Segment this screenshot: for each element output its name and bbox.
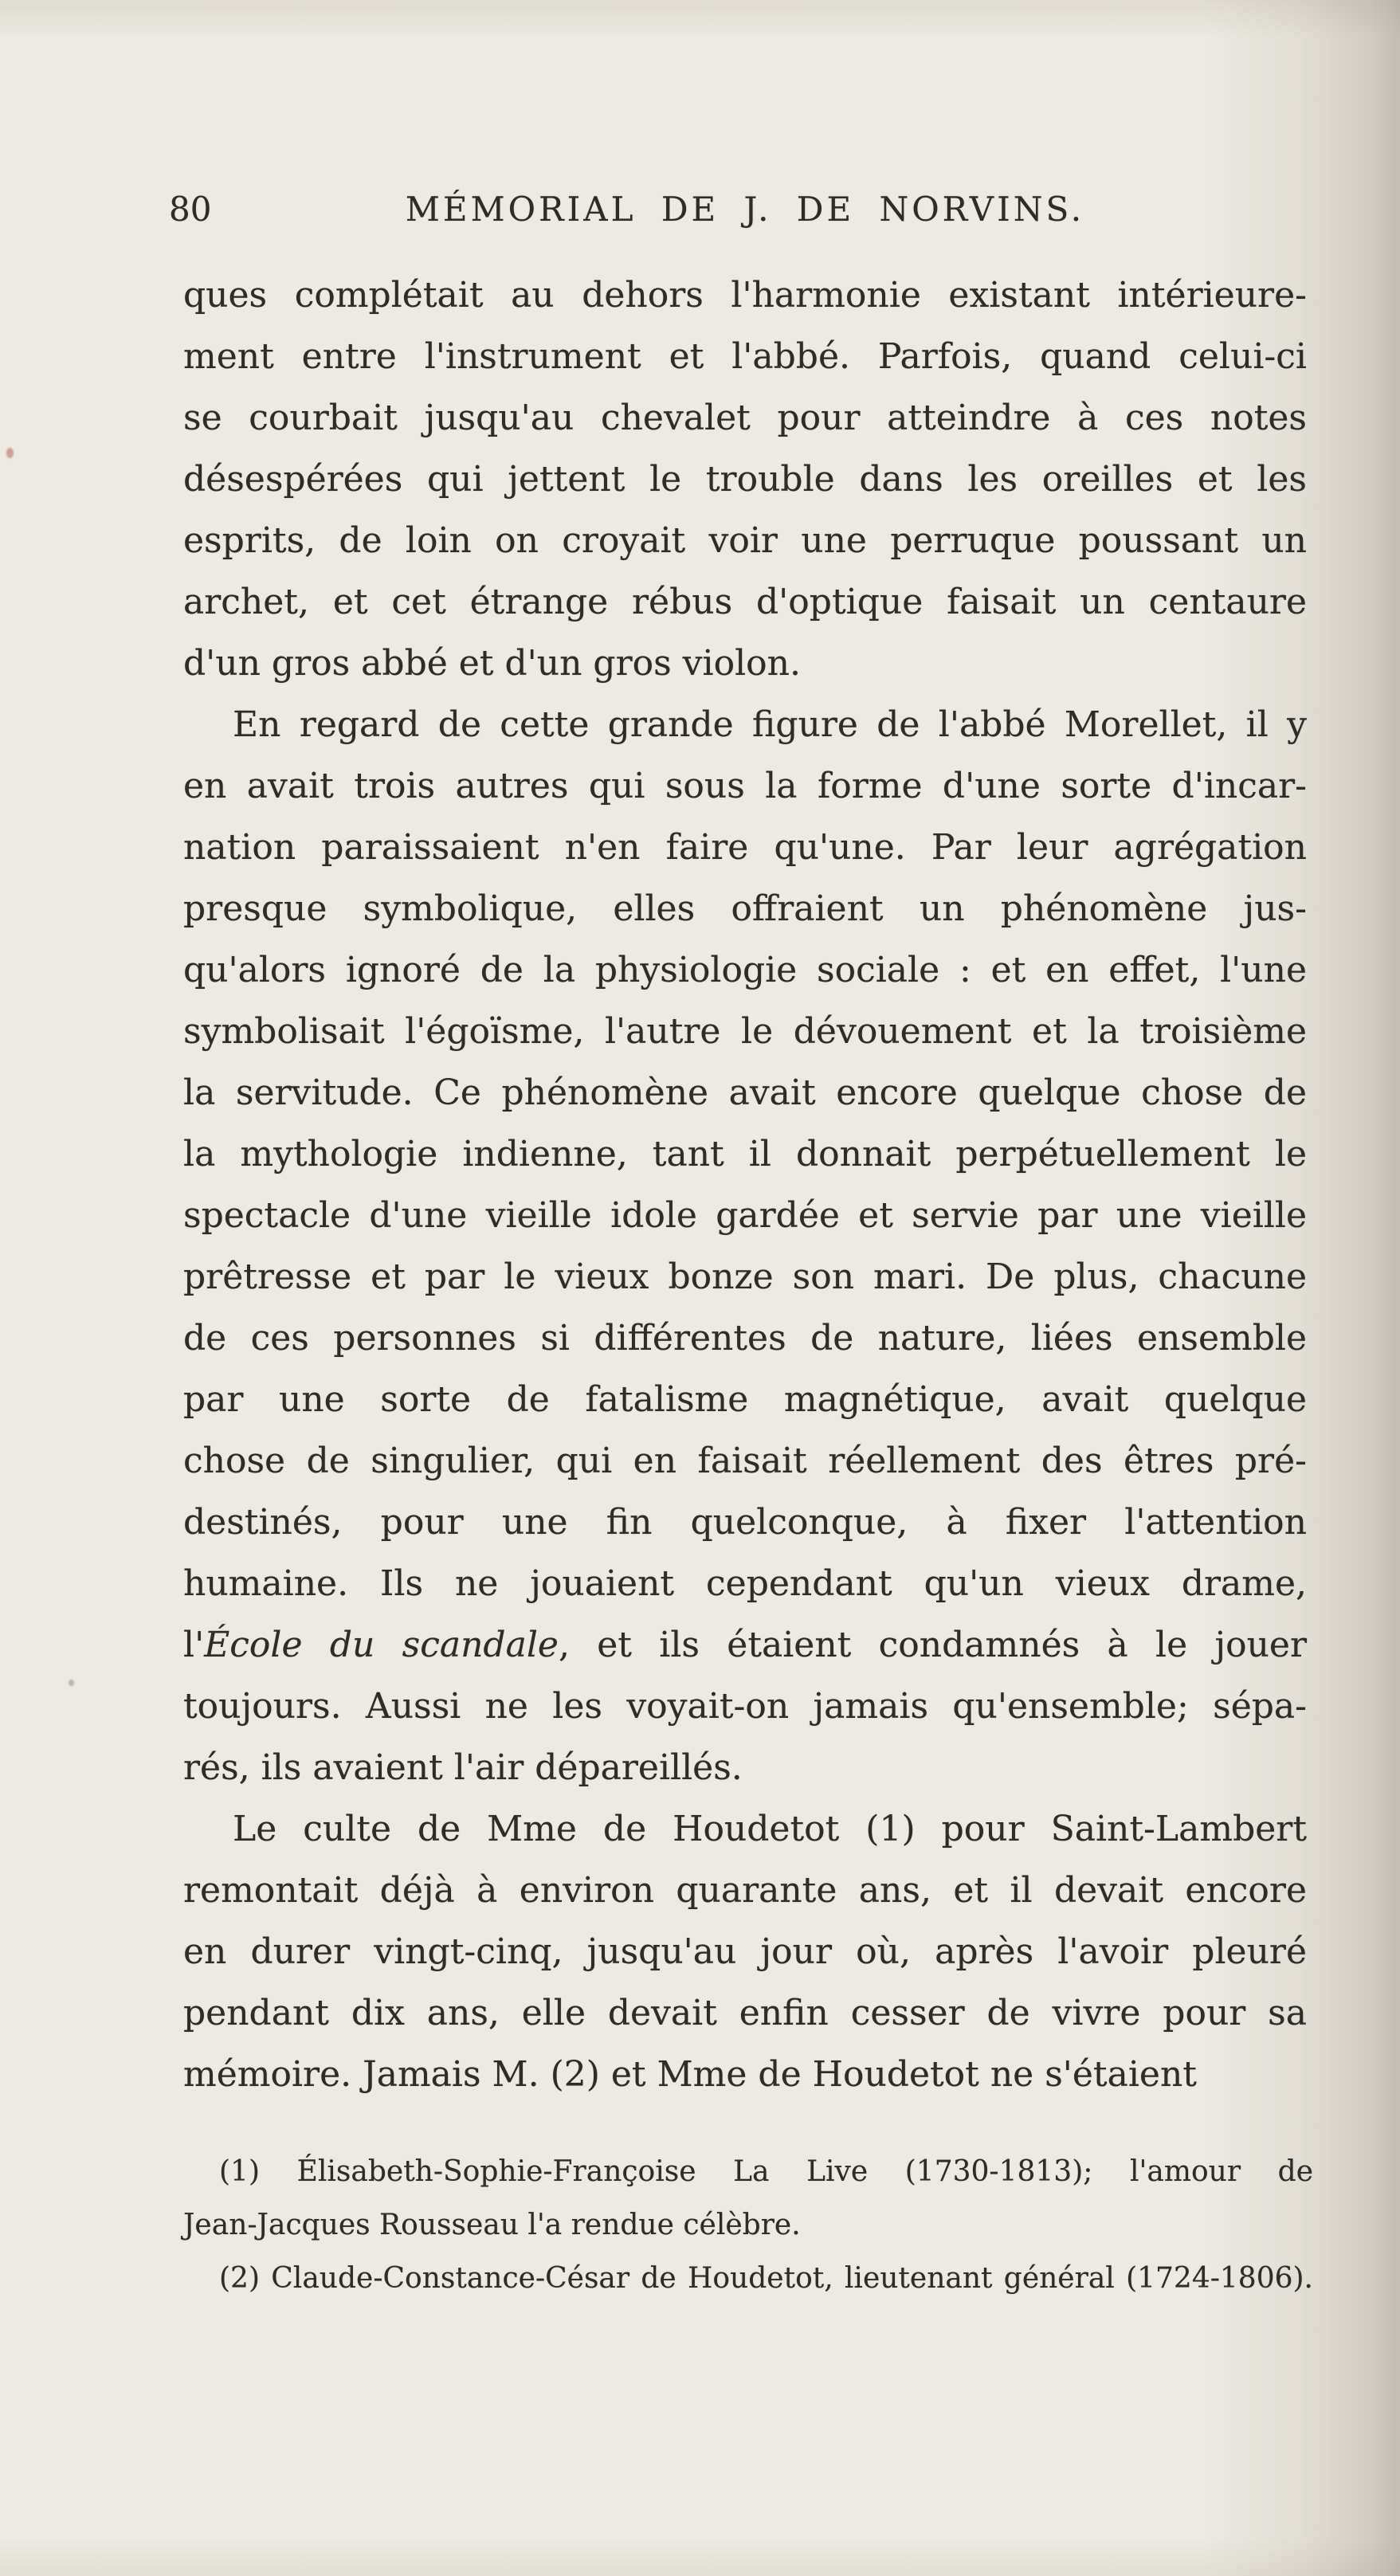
text-line: par une sorte de fatalisme magnétique, avait quelque bbox=[183, 1379, 1307, 1420]
text-line: de ces personnes si différentes de nature, liées ensemble bbox=[183, 1318, 1307, 1359]
text-line: destinés, pour une fin quelconque, à fixer l'attention bbox=[183, 1502, 1307, 1543]
text-line: humaine. Ils ne jouaient cependant qu'un vieux drame, bbox=[183, 1563, 1307, 1604]
scan-speck bbox=[69, 1680, 74, 1686]
italic-title: École du scandale bbox=[204, 1625, 559, 1665]
text-line: mémoire. Jamais M. (2) et Mme de Houdetot ne s'étaient bbox=[183, 2054, 1197, 2095]
text-line: En regard de cette grande figure de l'abbé Morellet, il y bbox=[233, 704, 1307, 745]
text-line: (2) Claude-Constance-César de Houdetot, lieutenant général (1724-1806). bbox=[219, 2262, 1313, 2295]
text-line: presque symbolique, elles offraient un phénomène jus- bbox=[183, 888, 1307, 929]
text-line: Le culte de Mme de Houdetot (1) pour Saint-Lambert bbox=[233, 1809, 1307, 1849]
text-line: toujours. Aussi ne les voyait-on jamais qu'ensemble; sépa- bbox=[183, 1686, 1307, 1727]
paragraph bbox=[183, 694, 1307, 1798]
text-line: d'un gros abbé et d'un gros violon. bbox=[183, 643, 801, 684]
text-line: symbolisait l'égoïsme, l'autre le dévouement et la troisième bbox=[183, 1011, 1307, 1052]
scan-speck bbox=[6, 448, 14, 458]
footnote bbox=[183, 2252, 1313, 2305]
text-line: (1) Élisabeth-Sophie-Françoise La Live (1730-1813); l'amour de bbox=[219, 2155, 1313, 2188]
text-line: la servitude. Ce phénomène avait encore quelque chose de bbox=[183, 1072, 1307, 1113]
page-number: 80 bbox=[169, 190, 212, 229]
text-line: nation paraissaient n'en faire qu'une. Par leur agrégation bbox=[183, 827, 1307, 868]
text-line: prêtresse et par le vieux bonze son mari. De plus, chacune bbox=[183, 1257, 1307, 1297]
text-line: l'École du scandale, et ils étaient condamnés à le jouer bbox=[183, 1625, 1307, 1665]
text-line: esprits, de loin on croyait voir une perruque poussant un bbox=[183, 520, 1307, 561]
text-line: qu'alors ignoré de la physiologie sociale : et en effet, l'une bbox=[183, 950, 1307, 990]
body-text bbox=[183, 265, 1307, 2105]
footnote bbox=[183, 2145, 1313, 2252]
running-title: MÉMORIAL DE J. DE NORVINS. bbox=[405, 190, 1085, 229]
text-line: chose de singulier, qui en faisait réellement des êtres pré- bbox=[183, 1441, 1307, 1481]
text-line: la mythologie indienne, tant il donnait perpétuellement le bbox=[183, 1134, 1307, 1174]
text-line: remontait déjà à environ quarante ans, et il devait encore bbox=[183, 1870, 1307, 1911]
text-line: rés, ils avaient l'air dépareillés. bbox=[183, 1747, 743, 1788]
text-line: se courbait jusqu'au chevalet pour atteindre à ces notes bbox=[183, 398, 1307, 438]
text-line: ment entre l'instrument et l'abbé. Parfois, quand celui-ci bbox=[183, 336, 1307, 377]
footnotes bbox=[183, 2145, 1313, 2305]
text-line: pendant dix ans, elle devait enfin cesser de vivre pour sa bbox=[183, 1993, 1307, 2033]
text-line: ques complétait au dehors l'harmonie existant intérieure- bbox=[183, 275, 1307, 316]
text-line: archet, et cet étrange rébus d'optique faisait un centaure bbox=[183, 582, 1307, 622]
text-line: Jean-Jacques Rousseau l'a rendue célèbre. bbox=[183, 2209, 801, 2241]
text-line: en durer vingt-cinq, jusqu'au jour où, après l'avoir pleuré bbox=[183, 1931, 1307, 1972]
running-head bbox=[169, 190, 1307, 233]
paragraph bbox=[183, 265, 1307, 694]
text-line: spectacle d'une vieille idole gardée et servie par une vieille bbox=[183, 1195, 1307, 1236]
text-line: désespérées qui jettent le trouble dans les oreilles et les bbox=[183, 459, 1307, 500]
paragraph bbox=[183, 1798, 1307, 2105]
text-line: en avait trois autres qui sous la forme d'une sorte d'incar- bbox=[183, 766, 1307, 806]
